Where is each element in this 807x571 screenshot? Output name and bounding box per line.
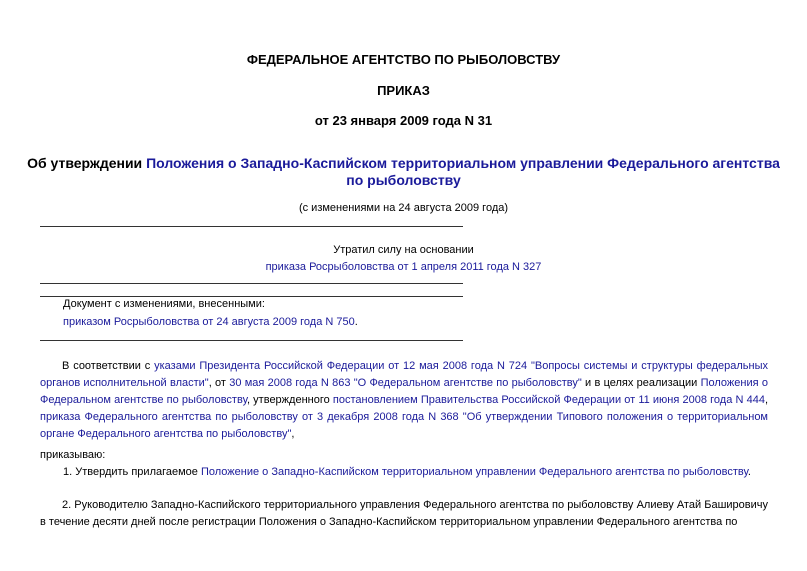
preamble-text: , — [291, 428, 295, 440]
preamble-text: В соответствии с — [62, 360, 155, 372]
divider — [40, 340, 463, 341]
title-prefix: Об утверждении — [27, 155, 147, 171]
divider — [40, 226, 463, 227]
preamble-link-regulation[interactable]: Положения о Федеральном агентстве по рыболовству — [40, 377, 768, 406]
changes-link[interactable]: приказом Росрыболовства от 24 августа 2009 года N 750 — [63, 316, 355, 328]
item-2: 2. Руководителю Западно-Каспийского территориального управления Федерального агентства по рыболовству Алиеву Атай Башировичу в течение десяти дней после регистрации Положения о Западно-Каспийском территориальном управлении Федерального агентства по — [40, 499, 768, 528]
document-type: ПРИКАЗ — [377, 83, 430, 98]
preamble-text: , — [764, 394, 768, 406]
changes-period: . — [354, 316, 358, 328]
preamble-text: , от — [208, 377, 230, 389]
changes-link-line — [63, 316, 358, 328]
divider — [40, 283, 463, 284]
preamble — [40, 358, 768, 443]
title-link-cont[interactable]: по рыболовству — [346, 172, 461, 188]
agency-name: ФЕДЕРАЛЬНОЕ АГЕНТСТВО ПО РЫБОЛОВСТВУ — [246, 52, 561, 67]
preamble-link-decree-863[interactable]: 30 мая 2008 года N 863 "О Федеральном агентстве по рыболовству" — [229, 377, 582, 389]
preamble-text: и в целях реализации — [581, 377, 701, 389]
preamble-link-decrees[interactable]: указами Президента Российской Федерации от 12 мая 2008 года N 724 "Вопросы системы и структуры федеральных органов исполнительной власти" — [40, 360, 769, 389]
item-1 — [63, 466, 768, 478]
item-1-text: 1. Утвердить прилагаемое — [63, 466, 201, 478]
item-1-period: . — [747, 466, 751, 478]
title-link[interactable]: Положения о Западно-Каспийском территориальном управлении Федерального агентства — [146, 155, 780, 171]
preamble-link-order-368[interactable]: приказа Федерального агентства по рыболовству от 3 декабря 2008 года N 368 "Об утверждении Типового положения о территориальном органе Федерального агентства по рыболовству" — [40, 411, 768, 440]
invalidity-link-text[interactable]: приказа Росрыболовства от 1 апреля 2011 года N 327 — [265, 261, 542, 273]
item-1-link[interactable]: Положение о Западно-Каспийском территориальном управлении Федерального агентства по рыболовству — [200, 466, 748, 478]
document-title — [0, 155, 807, 189]
order-word: приказываю: — [40, 449, 106, 461]
preamble-link-resolution-444[interactable]: постановлением Правительства Российской Федерации от 11 июня 2008 года N 444 — [332, 394, 765, 406]
document-date-number: от 23 января 2009 года N 31 — [314, 113, 493, 128]
invalidity-note: Утратил силу на основании — [333, 244, 474, 256]
changes-label: Документ с изменениями, внесенными: — [63, 298, 265, 310]
invalidity-link[interactable] — [0, 261, 807, 273]
divider — [40, 296, 463, 297]
amendments-note: (с изменениями на 24 августа 2009 года) — [298, 202, 509, 214]
preamble-text: , утвержденного — [246, 394, 333, 406]
